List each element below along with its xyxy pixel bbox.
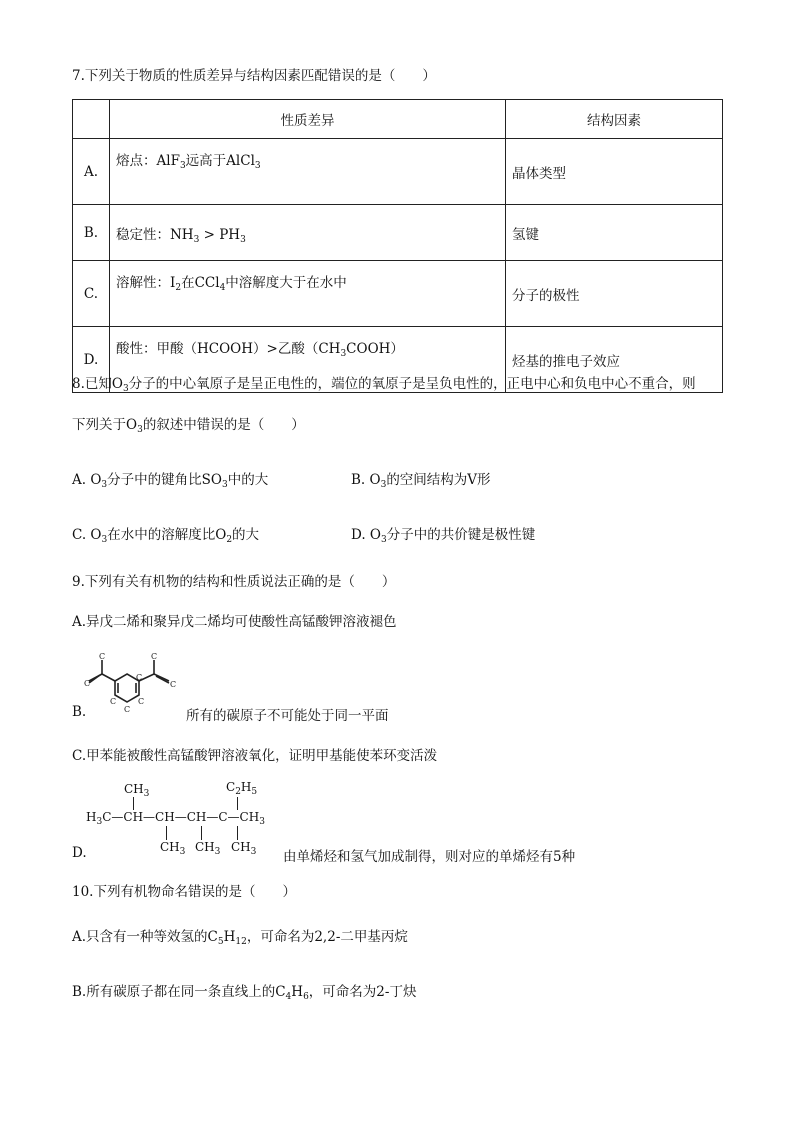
q8-option-d: D. $O_3$分子中的共价键是极性键 (351, 527, 536, 545)
q8-option-a: A. $O_3$分子中的键角比$SO_3$中的大 (72, 472, 269, 490)
row-cause: 分子的极性 (506, 261, 723, 327)
q10-option-b: B.所有碳原子都在同一条直线上的$C_4H_6$，可命名为2-丁炔 (72, 984, 417, 1002)
carbon-label: C (170, 680, 177, 689)
formula-c2h5-top: $C_2H_5$ (226, 780, 258, 797)
carbon-label: C (110, 697, 117, 706)
header-cell-property: 性质差异 (110, 100, 506, 139)
q8-stem-line2: 下列关于$O_3$的叙述中错误的是（ ） (72, 417, 305, 435)
table-header-row (73, 100, 723, 139)
table-row (73, 261, 723, 327)
q9-option-d-text: 由单烯烃和氢气加成制得，则对应的单烯烃有5种 (283, 849, 576, 865)
table-row (73, 205, 723, 261)
row-cause: 氢键 (506, 205, 723, 261)
q9-b-structure-diagram (84, 650, 184, 718)
formula-ch3-bottom: $CH_3$ (195, 840, 221, 857)
row-property: 稳定性：$NH_3 > PH_3$ (110, 205, 506, 261)
row-label: B. (73, 205, 110, 261)
formula-ch3-bottom: $CH_3$ (231, 840, 257, 857)
formula-ch3-bottom: $CH_3$ (160, 840, 186, 857)
q10-option-a: A.只含有一种等效氢的$C_5H_{12}$，可命名为2,2-二甲基丙烷 (72, 929, 408, 947)
carbon-label: C (84, 679, 91, 688)
row-label: D. (73, 327, 110, 393)
carbon-label: C (99, 652, 106, 661)
q9-option-d-label: D. (72, 845, 87, 861)
q9-stem: 9.下列有关有机物的结构和性质说法正确的是（ ） (72, 574, 396, 590)
header-cell-cause: 结构因素 (506, 100, 723, 139)
q9-option-b-label: B. (72, 704, 87, 720)
row-cause: 晶体类型 (506, 139, 723, 205)
q8-option-c: C. $O_3$在水中的溶解度比$O_2$的大 (72, 527, 260, 545)
table-row (73, 139, 723, 205)
formula-main-chain: $H_3C—CH—CH—CH—C—CH_3$ (86, 810, 265, 827)
header-cell-label (73, 100, 110, 139)
carbon-label: C (151, 652, 158, 661)
q9-option-b-text: 所有的碳原子不可能处于同一平面 (186, 708, 389, 724)
q10-stem: 10.下列有机物命名错误的是（ ） (72, 884, 296, 900)
q9-option-c: C.甲苯能被酸性高锰酸钾溶液氧化，证明甲基能使苯环变活泼 (72, 748, 438, 764)
row-label: A. (73, 139, 110, 205)
carbon-label: C (136, 673, 143, 682)
q9-d-structural-formula (86, 782, 286, 862)
row-property: 酸性：甲酸（HCOOH）>乙酸$(CH_3COOH)$ (110, 327, 506, 393)
row-label: C. (73, 261, 110, 327)
row-cause: 烃基的推电子效应 (506, 327, 723, 393)
formula-ch3-top: $CH_3$ (124, 782, 150, 799)
row-property: 溶解性：$I_2$在CCl$_4$中溶解度大于在水中 (110, 261, 506, 327)
q8-option-b: B. $O_3$的空间结构为V形 (351, 472, 491, 490)
row-property: 熔点：AlF$_3$远高于AlCl$_3$ (110, 139, 506, 205)
q7-stem: 7.下列关于物质的性质差异与结构因素匹配错误的是（ ） (72, 68, 436, 84)
carbon-label: C (124, 705, 131, 714)
carbon-label: C (138, 697, 145, 706)
q9-option-a: A.异戊二烯和聚异戊二烯均可使酸性高锰酸钾溶液褪色 (72, 614, 397, 630)
q8-stem-line1: 8.已知$O_3$分子的中心氧原子是呈正电性的，端位的氧原子是呈负电性的，正电中心和负电中心不重合，则 (72, 376, 696, 394)
q7-table (72, 99, 723, 393)
